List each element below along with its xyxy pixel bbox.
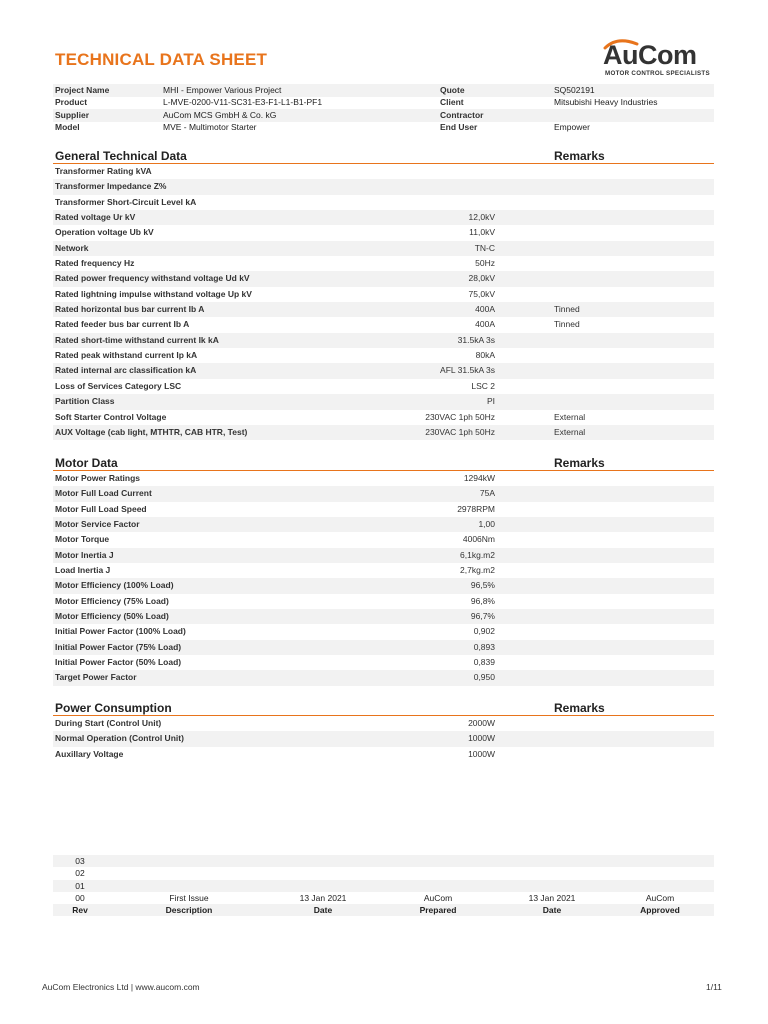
info-value: AuCom MCS GmbH & Co. kG <box>163 109 277 120</box>
info-label: Project Name <box>55 84 110 95</box>
row-label: Rated feeder bus bar current Ib A <box>55 319 190 330</box>
row-value: 75,0kV <box>468 288 495 299</box>
row-label: Initial Power Factor (50% Load) <box>55 657 182 668</box>
row-remark: Tinned <box>554 319 580 330</box>
row-value: 400A <box>475 319 495 330</box>
data-row <box>53 425 714 440</box>
info-label: Model <box>55 122 80 132</box>
data-row <box>53 486 714 501</box>
row-label: Initial Power Factor (75% Load) <box>55 641 182 652</box>
section-title: General Technical Data <box>55 149 187 163</box>
data-row <box>53 502 714 517</box>
project-info-table <box>53 84 714 134</box>
row-value: 0,839 <box>473 657 495 668</box>
info-value: MHI - Empower Various Project <box>163 84 282 95</box>
info-label-right: End User <box>440 122 478 132</box>
row-label: Motor Service Factor <box>55 519 140 530</box>
general-rows <box>53 164 714 440</box>
row-value: 31.5kA 3s <box>457 334 495 345</box>
data-row <box>53 317 714 332</box>
rev-approved-header: Approved <box>640 905 680 916</box>
section-header <box>53 454 714 471</box>
rev-number: 00 <box>75 892 85 903</box>
data-row <box>53 302 714 317</box>
row-label: Load Inertia J <box>55 565 111 576</box>
section-header <box>53 147 714 164</box>
data-row <box>53 225 714 240</box>
row-value: 230VAC 1ph 50Hz <box>425 411 495 422</box>
data-row <box>53 410 714 425</box>
info-label-right: Quote <box>440 84 465 95</box>
row-value: LSC 2 <box>471 380 495 391</box>
row-value: 96,5% <box>470 580 495 591</box>
section-title: Motor Data <box>55 456 118 470</box>
row-label: AUX Voltage (cab light, MTHTR, CAB HTR, Test) <box>55 426 248 437</box>
rev-date-header: Date <box>313 905 333 916</box>
data-row <box>53 394 714 409</box>
row-label: Motor Efficiency (75% Load) <box>55 595 169 606</box>
data-row <box>53 548 714 563</box>
data-row <box>53 210 714 225</box>
data-row <box>53 716 714 731</box>
row-label: Transformer Impedance Z% <box>55 181 167 192</box>
revision-row <box>53 855 714 867</box>
row-value: 75A <box>479 488 495 499</box>
motor-data-section <box>53 454 714 686</box>
remarks-heading: Remarks <box>554 149 605 163</box>
data-row <box>53 256 714 271</box>
row-label: Rated horizontal bus bar current Ib A <box>55 304 205 315</box>
data-row <box>53 164 714 179</box>
revision-row <box>53 867 714 879</box>
rev-approved: AuCom <box>645 892 675 903</box>
row-value: 96,7% <box>470 611 495 622</box>
row-label: Initial Power Factor (100% Load) <box>55 626 186 637</box>
data-row <box>53 594 714 609</box>
power-consumption-section <box>53 699 714 762</box>
row-label: Rated power frequency withstand voltage Ud kV <box>55 273 250 284</box>
info-label: Product <box>55 97 88 107</box>
row-label: Motor Full Load Speed <box>55 503 147 514</box>
data-row <box>53 517 714 532</box>
rev-approval-date: 13 Jan 2021 <box>528 892 576 903</box>
data-row <box>53 609 714 624</box>
data-row <box>53 379 714 394</box>
row-label: Auxillary Voltage <box>55 748 124 759</box>
row-value: 1294kW <box>463 473 495 483</box>
revision-row <box>53 880 714 892</box>
data-row <box>53 363 714 378</box>
section-header <box>53 699 714 716</box>
row-value: 80kA <box>475 350 495 361</box>
row-label: Rated short-time withstand current Ik kA <box>55 334 219 345</box>
info-row <box>53 109 714 122</box>
info-label: Supplier <box>55 109 90 120</box>
info-value-right: Mitsubishi Heavy Industries <box>554 97 658 107</box>
rev-number: 02 <box>75 868 85 879</box>
data-row <box>53 532 714 547</box>
row-label: Partition Class <box>55 396 115 407</box>
row-label: Soft Starter Control Voltage <box>55 411 167 422</box>
aucom-logo <box>603 40 715 80</box>
row-value: 0,902 <box>473 626 495 637</box>
rev-description: First Issue <box>169 892 209 903</box>
data-row <box>53 655 714 670</box>
data-row <box>53 624 714 639</box>
data-row <box>53 670 714 685</box>
section-title: Power Consumption <box>55 701 172 715</box>
rev-number: 03 <box>75 856 85 866</box>
row-value: 50Hz <box>475 258 495 269</box>
data-row <box>53 333 714 348</box>
row-label: Rated frequency Hz <box>55 258 135 269</box>
row-value: 2978RPM <box>457 503 495 514</box>
logo-tagline: MOTOR CONTROL SPECIALISTS <box>605 70 710 77</box>
row-value: TN-C <box>474 242 495 253</box>
row-value: 1,00 <box>478 519 495 530</box>
row-label: Target Power Factor <box>55 672 137 683</box>
data-row <box>53 348 714 363</box>
row-label: Motor Torque <box>55 534 110 545</box>
row-value: 1000W <box>468 748 495 759</box>
info-label-right: Contractor <box>440 109 484 120</box>
info-value-right: Empower <box>554 122 590 132</box>
rev-description-header: Description <box>165 905 213 916</box>
row-label: Operation voltage Ub kV <box>55 227 154 238</box>
row-value: PI <box>486 396 495 407</box>
rev-number: 01 <box>75 880 85 891</box>
rev-prepared-header: Prepared <box>419 905 457 916</box>
row-label: Rated voltage Ur kV <box>55 212 136 223</box>
row-value: 12,0kV <box>468 212 495 223</box>
row-value: 4006Nm <box>462 534 495 545</box>
revision-row <box>53 892 714 904</box>
row-label: During Start (Control Unit) <box>55 718 162 728</box>
data-row <box>53 747 714 762</box>
info-row <box>53 84 714 97</box>
info-label-right: Client <box>440 97 464 107</box>
row-label: Rated lightning impulse withstand voltage Up kV <box>55 288 252 299</box>
data-row <box>53 578 714 593</box>
general-technical-section <box>53 147 714 440</box>
info-row <box>53 122 714 135</box>
row-label: Motor Efficiency (50% Load) <box>55 611 169 622</box>
row-label: Network <box>55 242 89 253</box>
data-row <box>53 563 714 578</box>
row-value: 11,0kV <box>469 227 495 238</box>
row-value: 28,0kV <box>468 273 495 284</box>
data-row <box>53 640 714 655</box>
row-value: AFL 31.5kA 3s <box>440 365 495 376</box>
revision-header <box>53 904 714 916</box>
row-value: 0,950 <box>473 672 495 683</box>
data-row <box>53 471 714 486</box>
row-value: 2,7kg.m2 <box>460 565 495 576</box>
data-row <box>53 241 714 256</box>
row-remark: External <box>554 426 586 437</box>
motor-rows <box>53 471 714 686</box>
row-value: 400A <box>475 304 495 315</box>
data-row <box>53 271 714 286</box>
row-label: Normal Operation (Control Unit) <box>55 733 184 744</box>
data-row <box>53 731 714 746</box>
row-label: Rated peak withstand current Ip kA <box>55 350 198 361</box>
row-label: Transformer Short-Circuit Level kA <box>55 196 197 207</box>
data-row <box>53 195 714 210</box>
data-row <box>53 287 714 302</box>
rev-approval-date-header: Date <box>542 905 562 916</box>
page-number: 1/11 <box>706 982 722 992</box>
logo-wordmark: AuCom <box>603 40 697 70</box>
info-value: MVE - Multimotor Starter <box>163 122 257 132</box>
row-label: Motor Inertia J <box>55 549 114 560</box>
row-value: 2000W <box>468 718 495 728</box>
footer-company: AuCom Electronics Ltd | www.aucom.com <box>42 982 200 992</box>
row-label: Motor Full Load Current <box>55 488 152 499</box>
row-value: 0,893 <box>473 641 495 652</box>
revision-table <box>53 855 714 916</box>
row-label: Loss of Services Category LSC <box>55 380 182 391</box>
row-remark: Tinned <box>554 304 580 315</box>
row-label: Motor Efficiency (100% Load) <box>55 580 174 591</box>
row-value: 96,8% <box>470 595 495 606</box>
info-value-right: SQ502191 <box>554 84 595 95</box>
remarks-heading: Remarks <box>554 701 605 715</box>
data-row <box>53 179 714 194</box>
power-rows <box>53 716 714 762</box>
info-value: L-MVE-0200-V11-SC31-E3-F1-L1-B1-PF1 <box>163 97 323 107</box>
row-value: 1000W <box>468 733 495 744</box>
row-value: 230VAC 1ph 50Hz <box>425 426 495 437</box>
row-label: Rated internal arc classification kA <box>55 365 197 376</box>
remarks-heading: Remarks <box>554 456 605 470</box>
rev-date: 13 Jan 2021 <box>299 892 347 903</box>
row-label: Transformer Rating kVA <box>55 166 152 176</box>
row-remark: External <box>554 411 586 422</box>
rev-number-header: Rev <box>72 905 88 916</box>
rev-prepared: AuCom <box>423 892 453 903</box>
document-title: TECHNICAL DATA SHEET <box>55 50 268 69</box>
row-value: 6,1kg.m2 <box>460 549 495 560</box>
info-row <box>53 97 714 110</box>
row-label: Motor Power Ratings <box>55 473 141 483</box>
